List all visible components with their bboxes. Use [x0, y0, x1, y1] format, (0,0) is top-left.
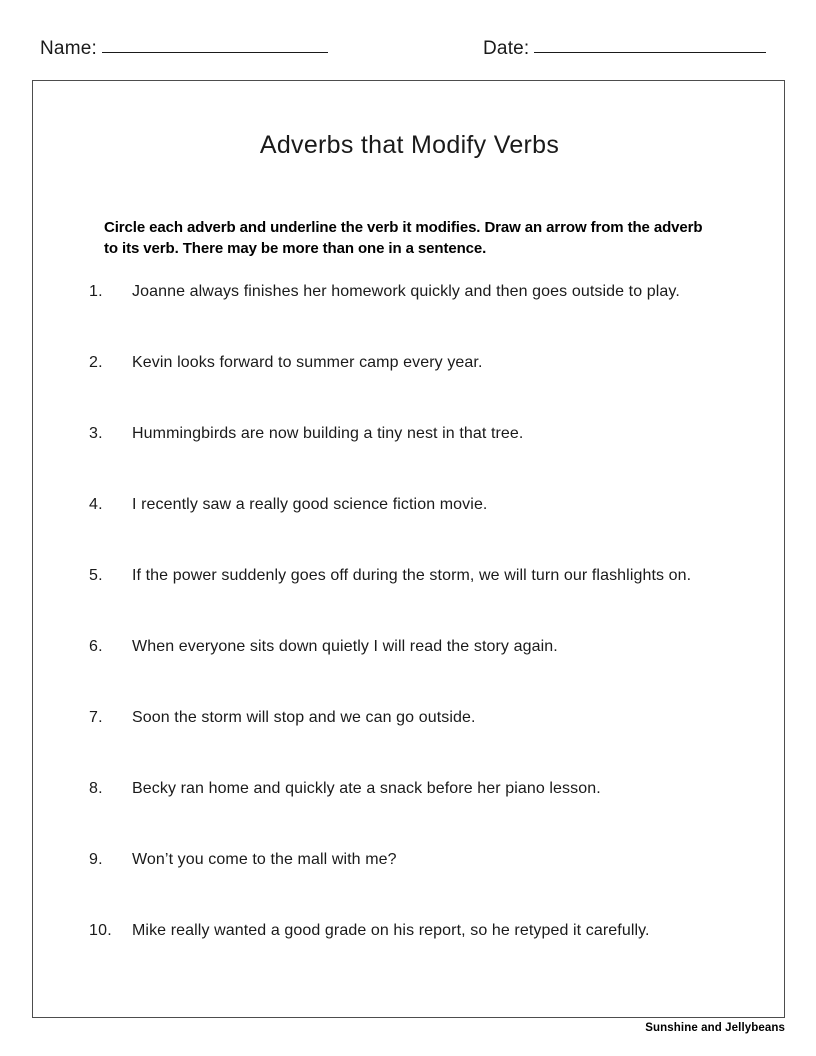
- item-text[interactable]: Joanne always finishes her homework quickly and then goes outside to play.: [132, 283, 680, 300]
- item-text[interactable]: Hummingbirds are now building a tiny nest in that tree.: [132, 425, 524, 442]
- question-list: [33, 281, 786, 991]
- list-item: [33, 707, 786, 778]
- list-item: [33, 281, 786, 352]
- list-item: [33, 849, 786, 920]
- list-item: [33, 778, 786, 849]
- item-number: 4.: [89, 496, 103, 513]
- list-item: [33, 920, 786, 991]
- date-write-line[interactable]: [534, 51, 766, 53]
- item-text[interactable]: Mike really wanted a good grade on his report, so he retyped it carefully.: [132, 922, 650, 939]
- item-number: 6.: [89, 638, 103, 655]
- page-title: Adverbs that Modify Verbs: [259, 131, 560, 159]
- item-number: 8.: [89, 780, 103, 797]
- footer-credit: Sunshine and Jellybeans: [645, 1022, 785, 1034]
- item-number: 2.: [89, 354, 103, 371]
- item-number: 3.: [89, 425, 103, 442]
- item-number: 9.: [89, 851, 103, 868]
- list-item: [33, 423, 786, 494]
- list-item: [33, 636, 786, 707]
- instructions-text: Circle each adverb and underline the verb it modifies. Draw an arrow from the adverb to its verb. There may be more than one in a sentence.: [104, 219, 703, 258]
- name-label: Name:: [40, 38, 97, 59]
- item-text[interactable]: Kevin looks forward to summer camp every year.: [132, 354, 483, 371]
- item-number: 7.: [89, 709, 103, 726]
- name-write-line[interactable]: [102, 51, 328, 53]
- list-item: [33, 565, 786, 636]
- item-number: 1.: [89, 283, 103, 300]
- item-text[interactable]: Becky ran home and quickly ate a snack before her piano lesson.: [132, 780, 601, 797]
- item-text[interactable]: When everyone sits down quietly I will read the story again.: [132, 638, 558, 655]
- list-item: [33, 352, 786, 423]
- worksheet-panel: [32, 80, 785, 1018]
- header-fields: [0, 38, 816, 70]
- item-number: 10.: [89, 922, 112, 939]
- item-number: 5.: [89, 567, 103, 584]
- name-field: [40, 38, 328, 60]
- date-field: [483, 38, 766, 60]
- item-text[interactable]: Won’t you come to the mall with me?: [132, 851, 397, 868]
- list-item: [33, 494, 786, 565]
- item-text[interactable]: I recently saw a really good science fiction movie.: [132, 496, 488, 513]
- date-label: Date:: [483, 38, 530, 59]
- item-text[interactable]: Soon the storm will stop and we can go outside.: [132, 709, 476, 726]
- item-text[interactable]: If the power suddenly goes off during the storm, we will turn our flashlights on.: [132, 567, 692, 584]
